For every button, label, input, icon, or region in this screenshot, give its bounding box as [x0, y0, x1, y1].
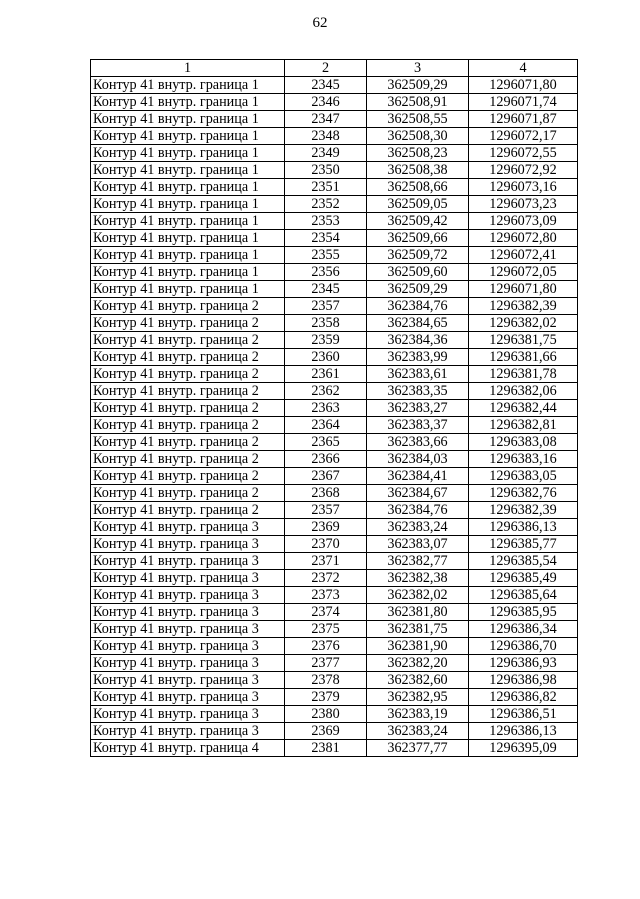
- table-row: [91, 179, 578, 196]
- contour-name-cell: Контур 41 внутр. граница 1: [91, 111, 285, 128]
- x-coordinate-cell: 362384,76: [367, 502, 469, 519]
- contour-name-cell: Контур 41 внутр. граница 3: [91, 570, 285, 587]
- column-header-1: 1: [91, 60, 285, 77]
- point-number-cell: 2380: [285, 706, 367, 723]
- y-coordinate-cell: 1296385,95: [469, 604, 578, 621]
- table-row: [91, 366, 578, 383]
- contour-name-cell: Контур 41 внутр. граница 3: [91, 638, 285, 655]
- y-coordinate-cell: 1296383,16: [469, 451, 578, 468]
- x-coordinate-cell: 362508,30: [367, 128, 469, 145]
- y-coordinate-cell: 1296073,23: [469, 196, 578, 213]
- point-number-cell: 2358: [285, 315, 367, 332]
- point-number-cell: 2357: [285, 298, 367, 315]
- x-coordinate-cell: 362381,75: [367, 621, 469, 638]
- point-number-cell: 2371: [285, 553, 367, 570]
- x-coordinate-cell: 362383,07: [367, 536, 469, 553]
- coordinates-table: [90, 59, 578, 757]
- contour-name-cell: Контур 41 внутр. граница 1: [91, 196, 285, 213]
- table-row: [91, 145, 578, 162]
- contour-name-cell: Контур 41 внутр. граница 2: [91, 468, 285, 485]
- x-coordinate-cell: 362384,36: [367, 332, 469, 349]
- table-row: [91, 94, 578, 111]
- contour-name-cell: Контур 41 внутр. граница 1: [91, 179, 285, 196]
- y-coordinate-cell: 1296386,34: [469, 621, 578, 638]
- table-row: [91, 723, 578, 740]
- table-header: [91, 60, 578, 77]
- table-row: [91, 451, 578, 468]
- table-row: [91, 264, 578, 281]
- x-coordinate-cell: 362509,29: [367, 77, 469, 94]
- y-coordinate-cell: 1296072,41: [469, 247, 578, 264]
- y-coordinate-cell: 1296072,17: [469, 128, 578, 145]
- y-coordinate-cell: 1296382,06: [469, 383, 578, 400]
- table-row: [91, 417, 578, 434]
- y-coordinate-cell: 1296071,80: [469, 77, 578, 94]
- contour-name-cell: Контур 41 внутр. граница 1: [91, 264, 285, 281]
- point-number-cell: 2362: [285, 383, 367, 400]
- contour-name-cell: Контур 41 внутр. граница 4: [91, 740, 285, 757]
- column-header-3: 3: [367, 60, 469, 77]
- x-coordinate-cell: 362509,42: [367, 213, 469, 230]
- point-number-cell: 2345: [285, 281, 367, 298]
- y-coordinate-cell: 1296383,05: [469, 468, 578, 485]
- contour-name-cell: Контур 41 внутр. граница 3: [91, 672, 285, 689]
- x-coordinate-cell: 362383,24: [367, 723, 469, 740]
- y-coordinate-cell: 1296386,82: [469, 689, 578, 706]
- contour-name-cell: Контур 41 внутр. граница 2: [91, 383, 285, 400]
- y-coordinate-cell: 1296386,13: [469, 519, 578, 536]
- table-row: [91, 128, 578, 145]
- y-coordinate-cell: 1296385,64: [469, 587, 578, 604]
- x-coordinate-cell: 362382,77: [367, 553, 469, 570]
- table-row: [91, 77, 578, 94]
- point-number-cell: 2359: [285, 332, 367, 349]
- x-coordinate-cell: 362381,80: [367, 604, 469, 621]
- contour-name-cell: Контур 41 внутр. граница 1: [91, 94, 285, 111]
- contour-name-cell: Контур 41 внутр. граница 3: [91, 587, 285, 604]
- contour-name-cell: Контур 41 внутр. граница 3: [91, 536, 285, 553]
- contour-name-cell: Контур 41 внутр. граница 3: [91, 706, 285, 723]
- x-coordinate-cell: 362384,65: [367, 315, 469, 332]
- x-coordinate-cell: 362508,55: [367, 111, 469, 128]
- point-number-cell: 2350: [285, 162, 367, 179]
- y-coordinate-cell: 1296386,70: [469, 638, 578, 655]
- point-number-cell: 2373: [285, 587, 367, 604]
- y-coordinate-cell: 1296382,76: [469, 485, 578, 502]
- point-number-cell: 2372: [285, 570, 367, 587]
- contour-name-cell: Контур 41 внутр. граница 2: [91, 502, 285, 519]
- table-row: [91, 740, 578, 757]
- contour-name-cell: Контур 41 внутр. граница 3: [91, 604, 285, 621]
- y-coordinate-cell: 1296072,92: [469, 162, 578, 179]
- y-coordinate-cell: 1296071,74: [469, 94, 578, 111]
- table-row: [91, 349, 578, 366]
- x-coordinate-cell: 362383,27: [367, 400, 469, 417]
- y-coordinate-cell: 1296071,80: [469, 281, 578, 298]
- table-row: [91, 383, 578, 400]
- point-number-cell: 2348: [285, 128, 367, 145]
- contour-name-cell: Контур 41 внутр. граница 1: [91, 145, 285, 162]
- table-row: [91, 196, 578, 213]
- contour-name-cell: Контур 41 внутр. граница 2: [91, 451, 285, 468]
- table-body: [91, 77, 578, 757]
- y-coordinate-cell: 1296395,09: [469, 740, 578, 757]
- x-coordinate-cell: 362508,38: [367, 162, 469, 179]
- point-number-cell: 2369: [285, 723, 367, 740]
- y-coordinate-cell: 1296073,09: [469, 213, 578, 230]
- x-coordinate-cell: 362509,66: [367, 230, 469, 247]
- contour-name-cell: Контур 41 внутр. граница 1: [91, 230, 285, 247]
- y-coordinate-cell: 1296382,44: [469, 400, 578, 417]
- x-coordinate-cell: 362383,37: [367, 417, 469, 434]
- x-coordinate-cell: 362508,66: [367, 179, 469, 196]
- contour-name-cell: Контур 41 внутр. граница 2: [91, 298, 285, 315]
- x-coordinate-cell: 362508,91: [367, 94, 469, 111]
- table-row: [91, 247, 578, 264]
- point-number-cell: 2351: [285, 179, 367, 196]
- x-coordinate-cell: 362509,29: [367, 281, 469, 298]
- x-coordinate-cell: 362384,03: [367, 451, 469, 468]
- y-coordinate-cell: 1296381,78: [469, 366, 578, 383]
- point-number-cell: 2366: [285, 451, 367, 468]
- y-coordinate-cell: 1296072,55: [469, 145, 578, 162]
- point-number-cell: 2379: [285, 689, 367, 706]
- table-row: [91, 111, 578, 128]
- y-coordinate-cell: 1296386,51: [469, 706, 578, 723]
- point-number-cell: 2360: [285, 349, 367, 366]
- y-coordinate-cell: 1296386,98: [469, 672, 578, 689]
- y-coordinate-cell: 1296381,66: [469, 349, 578, 366]
- x-coordinate-cell: 362384,41: [367, 468, 469, 485]
- x-coordinate-cell: 362384,76: [367, 298, 469, 315]
- table-row: [91, 315, 578, 332]
- x-coordinate-cell: 362383,35: [367, 383, 469, 400]
- x-coordinate-cell: 362509,60: [367, 264, 469, 281]
- table-row: [91, 298, 578, 315]
- x-coordinate-cell: 362383,61: [367, 366, 469, 383]
- point-number-cell: 2378: [285, 672, 367, 689]
- point-number-cell: 2349: [285, 145, 367, 162]
- table-row: [91, 332, 578, 349]
- x-coordinate-cell: 362383,66: [367, 434, 469, 451]
- table-row: [91, 162, 578, 179]
- contour-name-cell: Контур 41 внутр. граница 2: [91, 366, 285, 383]
- point-number-cell: 2345: [285, 77, 367, 94]
- page-number: 62: [312, 15, 328, 31]
- table-row: [91, 400, 578, 417]
- contour-name-cell: Контур 41 внутр. граница 1: [91, 281, 285, 298]
- y-coordinate-cell: 1296071,87: [469, 111, 578, 128]
- table-row: [91, 672, 578, 689]
- x-coordinate-cell: 362383,24: [367, 519, 469, 536]
- y-coordinate-cell: 1296072,05: [469, 264, 578, 281]
- contour-name-cell: Контур 41 внутр. граница 2: [91, 485, 285, 502]
- table-row: [91, 281, 578, 298]
- point-number-cell: 2374: [285, 604, 367, 621]
- x-coordinate-cell: 362382,60: [367, 672, 469, 689]
- x-coordinate-cell: 362383,19: [367, 706, 469, 723]
- x-coordinate-cell: 362382,95: [367, 689, 469, 706]
- point-number-cell: 2365: [285, 434, 367, 451]
- y-coordinate-cell: 1296382,39: [469, 298, 578, 315]
- point-number-cell: 2355: [285, 247, 367, 264]
- contour-name-cell: Контур 41 внутр. граница 2: [91, 417, 285, 434]
- table-row: [91, 689, 578, 706]
- contour-name-cell: Контур 41 внутр. граница 1: [91, 128, 285, 145]
- table-row: [91, 638, 578, 655]
- x-coordinate-cell: 362382,20: [367, 655, 469, 672]
- table-row: [91, 536, 578, 553]
- contour-name-cell: Контур 41 внутр. граница 1: [91, 247, 285, 264]
- point-number-cell: 2368: [285, 485, 367, 502]
- y-coordinate-cell: 1296073,16: [469, 179, 578, 196]
- point-number-cell: 2375: [285, 621, 367, 638]
- contour-name-cell: Контур 41 внутр. граница 1: [91, 213, 285, 230]
- y-coordinate-cell: 1296386,93: [469, 655, 578, 672]
- contour-name-cell: Контур 41 внутр. граница 3: [91, 723, 285, 740]
- contour-name-cell: Контур 41 внутр. граница 2: [91, 332, 285, 349]
- table-row: [91, 655, 578, 672]
- point-number-cell: 2370: [285, 536, 367, 553]
- table-row: [91, 621, 578, 638]
- table-row: [91, 213, 578, 230]
- y-coordinate-cell: 1296382,81: [469, 417, 578, 434]
- point-number-cell: 2347: [285, 111, 367, 128]
- point-number-cell: 2369: [285, 519, 367, 536]
- table-row: [91, 604, 578, 621]
- table-row: [91, 485, 578, 502]
- x-coordinate-cell: 362377,77: [367, 740, 469, 757]
- point-number-cell: 2364: [285, 417, 367, 434]
- point-number-cell: 2377: [285, 655, 367, 672]
- contour-name-cell: Контур 41 внутр. граница 2: [91, 400, 285, 417]
- y-coordinate-cell: 1296381,75: [469, 332, 578, 349]
- x-coordinate-cell: 362384,67: [367, 485, 469, 502]
- point-number-cell: 2361: [285, 366, 367, 383]
- y-coordinate-cell: 1296072,80: [469, 230, 578, 247]
- contour-name-cell: Контур 41 внутр. граница 2: [91, 315, 285, 332]
- y-coordinate-cell: 1296382,39: [469, 502, 578, 519]
- x-coordinate-cell: 362382,02: [367, 587, 469, 604]
- point-number-cell: 2363: [285, 400, 367, 417]
- point-number-cell: 2353: [285, 213, 367, 230]
- contour-name-cell: Контур 41 внутр. граница 3: [91, 621, 285, 638]
- contour-name-cell: Контур 41 внутр. граница 3: [91, 689, 285, 706]
- contour-name-cell: Контур 41 внутр. граница 3: [91, 655, 285, 672]
- contour-name-cell: Контур 41 внутр. граница 3: [91, 519, 285, 536]
- contour-name-cell: Контур 41 внутр. граница 2: [91, 434, 285, 451]
- point-number-cell: 2352: [285, 196, 367, 213]
- point-number-cell: 2367: [285, 468, 367, 485]
- table-row: [91, 468, 578, 485]
- table-row: [91, 434, 578, 451]
- contour-name-cell: Контур 41 внутр. граница 2: [91, 349, 285, 366]
- x-coordinate-cell: 362509,05: [367, 196, 469, 213]
- header-row: [91, 60, 578, 77]
- x-coordinate-cell: 362508,23: [367, 145, 469, 162]
- contour-name-cell: Контур 41 внутр. граница 3: [91, 553, 285, 570]
- point-number-cell: 2354: [285, 230, 367, 247]
- contour-name-cell: Контур 41 внутр. граница 1: [91, 77, 285, 94]
- point-number-cell: 2357: [285, 502, 367, 519]
- point-number-cell: 2346: [285, 94, 367, 111]
- table-row: [91, 570, 578, 587]
- table-row: [91, 553, 578, 570]
- column-header-2: 2: [285, 60, 367, 77]
- table-row: [91, 706, 578, 723]
- x-coordinate-cell: 362383,99: [367, 349, 469, 366]
- point-number-cell: 2356: [285, 264, 367, 281]
- table-row: [91, 587, 578, 604]
- x-coordinate-cell: 362509,72: [367, 247, 469, 264]
- column-header-4: 4: [469, 60, 578, 77]
- table-row: [91, 502, 578, 519]
- y-coordinate-cell: 1296385,54: [469, 553, 578, 570]
- y-coordinate-cell: 1296382,02: [469, 315, 578, 332]
- table-row: [91, 230, 578, 247]
- x-coordinate-cell: 362382,38: [367, 570, 469, 587]
- y-coordinate-cell: 1296383,08: [469, 434, 578, 451]
- contour-name-cell: Контур 41 внутр. граница 1: [91, 162, 285, 179]
- y-coordinate-cell: 1296385,49: [469, 570, 578, 587]
- table-row: [91, 519, 578, 536]
- y-coordinate-cell: 1296385,77: [469, 536, 578, 553]
- y-coordinate-cell: 1296386,13: [469, 723, 578, 740]
- point-number-cell: 2376: [285, 638, 367, 655]
- point-number-cell: 2381: [285, 740, 367, 757]
- x-coordinate-cell: 362381,90: [367, 638, 469, 655]
